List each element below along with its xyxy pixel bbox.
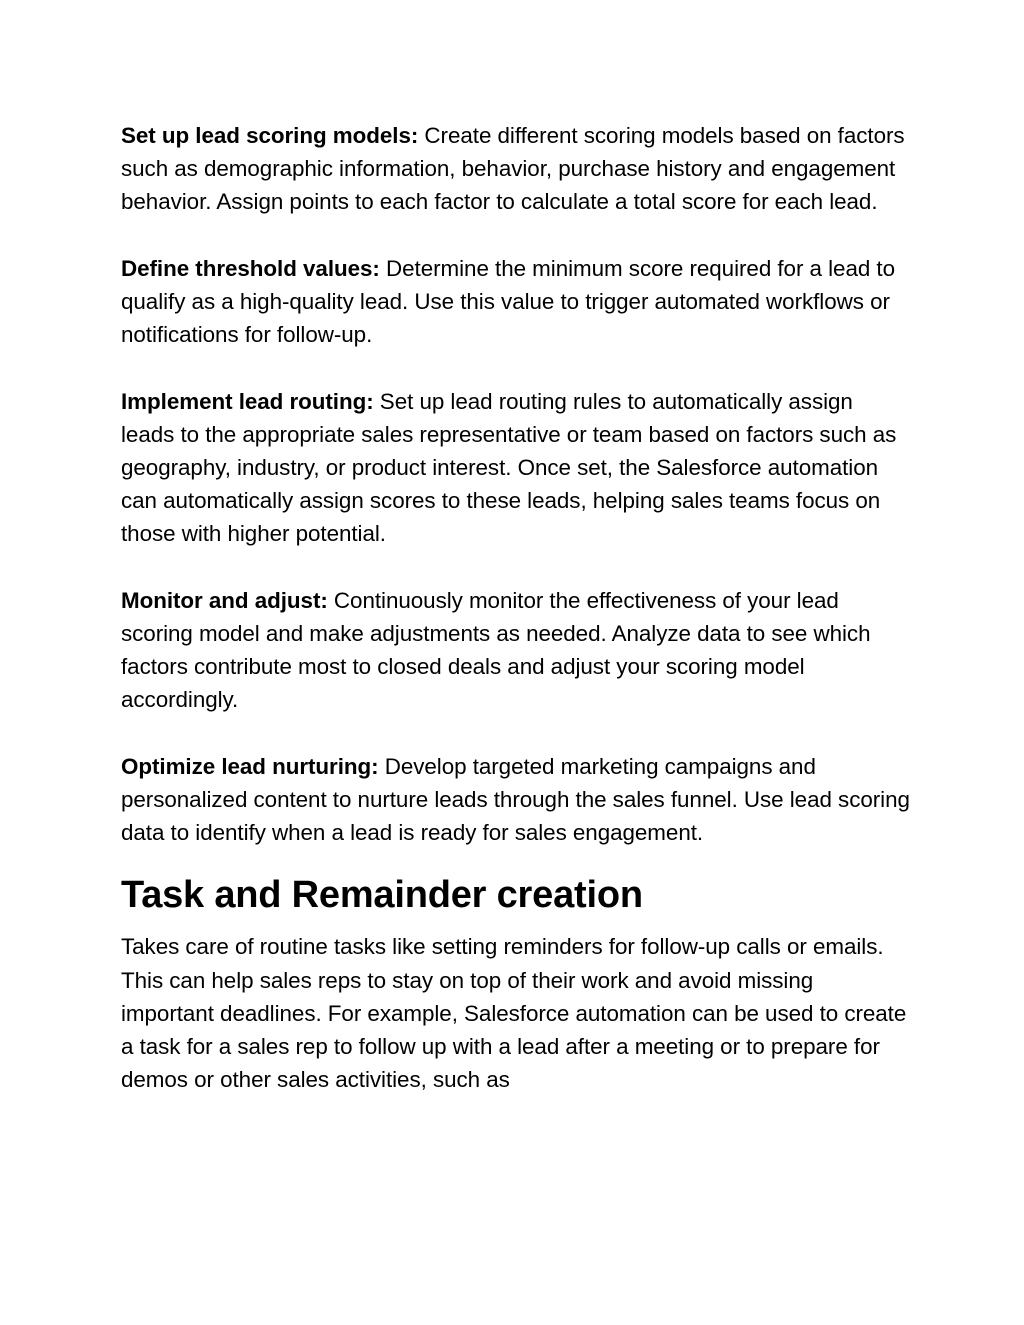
paragraph-text: Create different scoring models based on factors such as demographic information, behavior, purchase history and engagement behavior. Assign points to each factor to calculate a total score for each lead. — [121, 123, 905, 215]
paragraph-lead: Set up lead scoring models: — [121, 123, 419, 148]
paragraph-lead: Optimize lead nurturing: — [121, 753, 379, 779]
paragraph-threshold-values — [121, 252, 911, 352]
paragraph-text: Develop targeted marketing campaigns and personalized content to nurture leads through the sales funnel. Use lead scoring data to identify when a lead is ready for sales engagement. — [121, 753, 910, 846]
document-page — [121, 119, 911, 1096]
paragraph-text: Set up lead routing rules to automatically assign leads to the appropriate sales representative or team based on factors such as geography, industry, or product interest. Once set, the Salesforce automation can automatically assign scores to these leads, helping sales teams focus on those with higher potential. — [121, 388, 897, 547]
paragraph-lead: Implement lead routing: — [121, 388, 374, 414]
paragraph-lead-scoring-models — [121, 119, 911, 219]
paragraph-lead: Monitor and adjust: — [121, 587, 328, 613]
paragraph-text: Determine the minimum score required for a lead to qualify as a high-quality lead. Use this value to trigger automated workflows or notifications for follow-up. — [121, 255, 895, 348]
paragraph-monitor-adjust — [121, 584, 911, 717]
paragraph-lead: Define threshold values: — [121, 255, 380, 281]
paragraph-text: Continuously monitor the effectiveness of your lead scoring model and make adjustments as needed. Analyze data to see which factors contribute most to closed deals and adjust your scoring model accordingly. — [121, 587, 871, 713]
section-heading: Task and Remainder creation — [121, 874, 643, 917]
paragraph-lead-nurturing — [121, 750, 911, 850]
section-body: Takes care of routine tasks like setting reminders for follow-up calls or emails. This can help sales reps to stay on top of their work and avoid missing important deadlines. For example, Salesforce automation can be used to create a task for a sales rep to follow up with a lead after a meeting or to prepare for demos or other sales activities, such as — [121, 934, 907, 1093]
paragraph-lead-routing — [121, 385, 911, 551]
